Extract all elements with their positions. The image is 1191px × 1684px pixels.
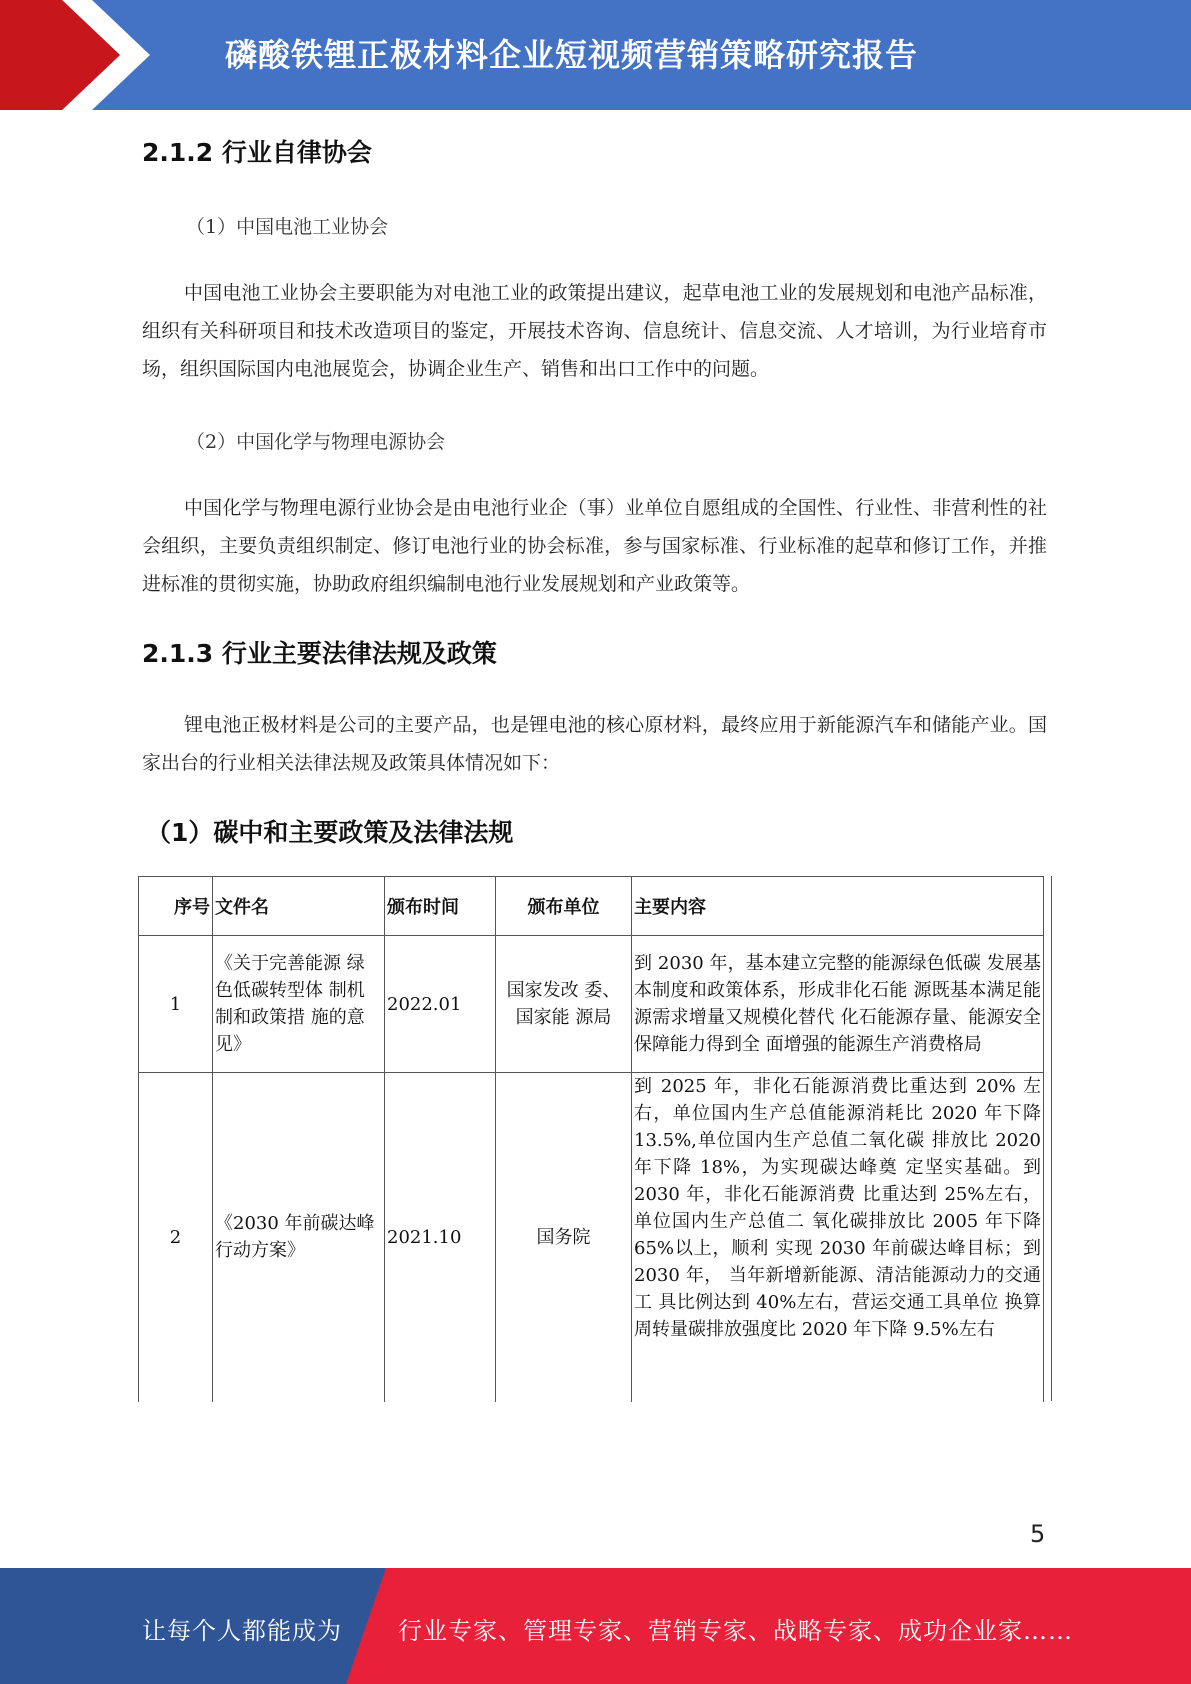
page-number: 5	[1030, 1520, 1046, 1548]
footer-slogan-left: 让每个人都能成为	[142, 1617, 342, 1645]
page-header	[0, 0, 1191, 110]
policy-table	[138, 876, 1044, 1402]
table-outer-edge-line	[1051, 876, 1052, 1401]
section-heading-2-1-3: 2.1.3 行业主要法律法规及政策	[142, 639, 497, 668]
table-row	[139, 936, 1044, 1073]
cell-org: 国务院	[496, 1073, 632, 1402]
header-content: 主要内容	[632, 877, 1044, 936]
cell-no: 2	[139, 1073, 213, 1402]
cell-content: 到 2025 年，非化石能源消费比重达到 20% 左右，单位国内生产总值能源消耗比 2020 年下降 13.5%,单位国内生产总值二氧化碳 排放比 2020 年下降 18%，为实现碳达峰奠 定坚实基础。到 2030 年，非化石能源消费 比重达到 25%左右，单位国内生产总值二 氧化碳排放比 2005 年下降 65%以上，顺利 实现 2030 年前碳达峰目标；到 2030 年， 当年新增新能源、清洁能源动力的交通工 具比例达到 40%左右，营运交通工具单位 换算周转量碳排放强度比 2020 年下降 9.5%左右	[632, 1073, 1044, 1402]
cell-date: 2022.01	[385, 936, 496, 1073]
paragraph-policy-intro: 锂电池正极材料是公司的主要产品，也是锂电池的核心原材料，最终应用于新能源汽车和储能产业。国家出台的行业相关法律法规及政策具体情况如下：	[142, 714, 1047, 774]
footer-slogan-right: 行业专家、管理专家、营销专家、战略专家、成功企业家……	[398, 1617, 1073, 1645]
table-row	[139, 1073, 1044, 1402]
cell-org: 国家发改 委、国家能 源局	[496, 936, 632, 1073]
subsection-heading-carbon-neutral: （1）碳中和主要政策及法律法规	[146, 818, 514, 847]
page-footer	[0, 1568, 1191, 1684]
header-name: 文件名	[213, 877, 385, 936]
section-heading-2-1-2: 2.1.2 行业自律协会	[142, 138, 372, 167]
header-date: 颁布时间	[385, 877, 496, 936]
cell-content: 到 2030 年，基本建立完整的能源绿色低碳 发展基本制度和政策体系，形成非化石能 源既基本满足能源需求增量又规模化替代 化石能源存量、能源安全保障能力得到全 面增强的能源生产消费格局	[632, 936, 1044, 1073]
cell-name: 《2030 年前碳达峰行动方案》	[213, 1073, 385, 1402]
subsection-title-power-source-association: （2）中国化学与物理电源协会	[186, 431, 446, 453]
cell-date: 2021.10	[385, 1073, 496, 1402]
paragraph-battery-association: 中国电池工业协会主要职能为对电池工业的政策提出建议，起草电池工业的发展规划和电池产品标准，组织有关科研项目和技术改造项目的鉴定，开展技术咨询、信息统计、信息交流、人才培训，为行业培育市场，组织国际国内电池展览会，协调企业生产、销售和出口工作中的问题。	[142, 282, 1047, 380]
subsection-title-battery-association: （1）中国电池工业协会	[186, 216, 389, 238]
cell-no: 1	[139, 936, 213, 1073]
header-org: 颁布单位	[496, 877, 632, 936]
report-title: 磷酸铁锂正极材料企业短视频营销策略研究报告	[225, 36, 919, 74]
header-no: 序号	[139, 877, 213, 936]
cell-name: 《关于完善能源 绿色低碳转型体 制机制和政策措 施的意见》	[213, 936, 385, 1073]
paragraph-power-source-association: 中国化学与物理电源行业协会是由电池行业企（事）业单位自愿组成的全国性、行业性、非营利性的社会组织，主要负责组织制定、修订电池行业的协会标准，参与国家标准、行业标准的起草和修订工作，并推进标准的贯彻实施，协助政府组织编制电池行业发展规划和产业政策等。	[142, 497, 1047, 595]
table-header-row	[139, 877, 1044, 936]
